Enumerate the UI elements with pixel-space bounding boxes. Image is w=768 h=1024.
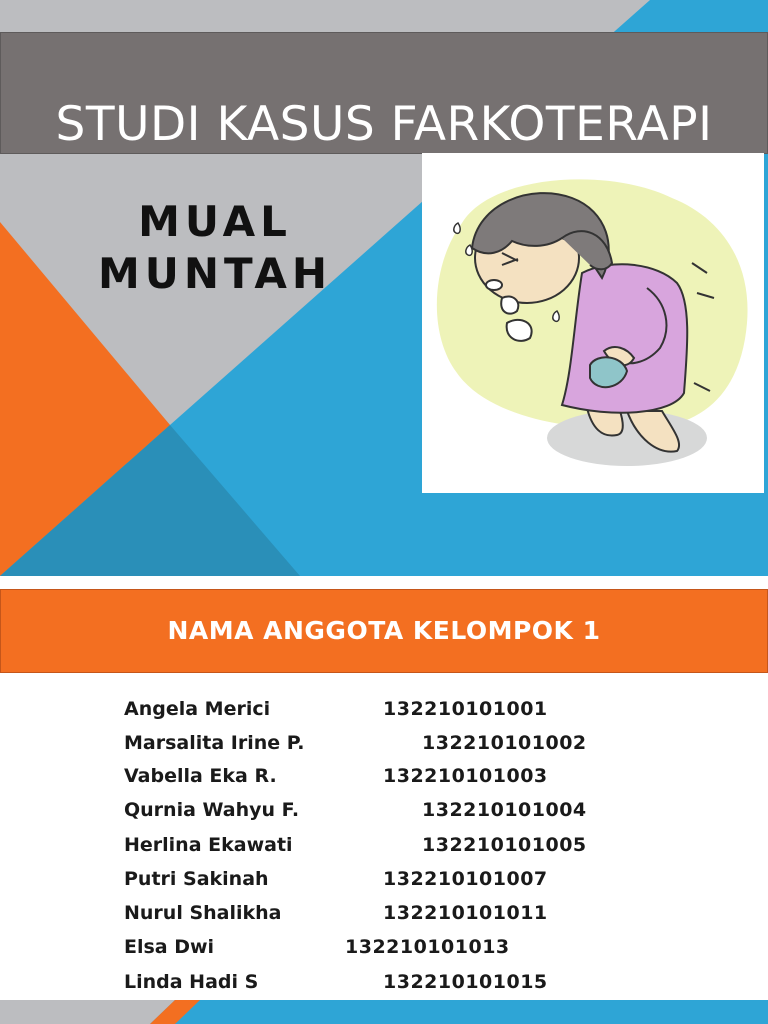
member-name: Qurnia Wahyu F. [124, 799, 300, 821]
subtitle-line-1: MUAL [138, 197, 292, 246]
member-nim: 132210101013 [345, 936, 510, 958]
member-name: Elsa Dwi [124, 936, 215, 958]
member-nim: 132210101007 [383, 868, 548, 890]
member-name: Linda Hadi S [124, 971, 259, 993]
member-name: Angela Merici [124, 698, 271, 720]
subtitle [60, 196, 370, 300]
member-nim: 132210101004 [422, 799, 587, 821]
member-name: Vabella Eka R. [124, 765, 277, 787]
member-nim: 132210101005 [422, 834, 587, 856]
next-slide-strip [0, 1000, 768, 1024]
member-name: Marsalita Irine P. [124, 732, 305, 754]
member-nim: 132210101015 [383, 971, 548, 993]
subtitle-line-2: MUNTAH [97, 249, 333, 298]
page-title: STUDI KASUS FARKOTERAPI [55, 97, 713, 152]
member-name: Nurul Shalikha [124, 902, 282, 924]
member-nim: 132210101011 [383, 902, 548, 924]
member-nim: 132210101002 [422, 732, 587, 754]
member-nim: 132210101001 [383, 698, 548, 720]
member-name: Herlina Ekawati [124, 834, 293, 856]
sick-girl-icon [422, 153, 764, 493]
member-nim: 132210101003 [383, 765, 548, 787]
members-slide [0, 589, 768, 1024]
member-name: Putri Sakinah [124, 868, 269, 890]
nausea-illustration [422, 153, 764, 493]
strip-background [0, 1000, 768, 1024]
members-header: NAMA ANGGOTA KELOMPOK 1 [167, 616, 601, 645]
